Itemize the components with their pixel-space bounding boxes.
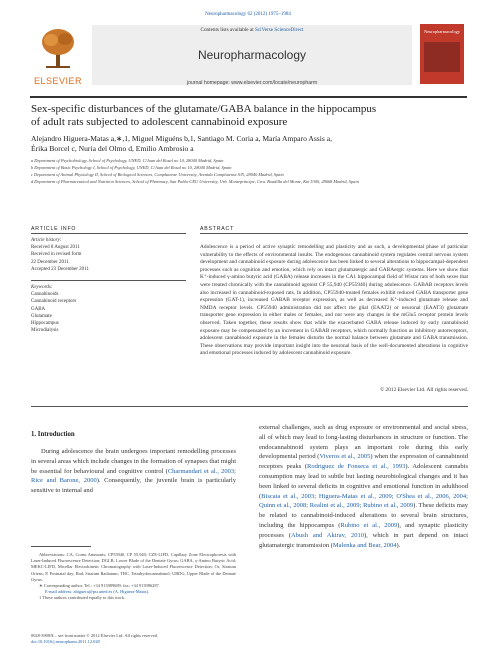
affiliation-b: b Department of Basic Psychology I, School of Psychology, UNED, C/Juan del Rosal no 10, 28040 Madrid, Spain bbox=[31, 165, 232, 170]
intro-text: ). Adolescent cannabis consumption may lead to subtle but lasting neurobiological changes and it has been linked to several deficits in cognitive and emotional function in adulthood ( bbox=[259, 463, 468, 500]
journal-reference: Neuropharmacology 62 (2012) 1975–1984 bbox=[205, 12, 291, 17]
article-info-rule-top bbox=[31, 233, 186, 234]
doi-link[interactable]: doi:10.1016/j.neuropharm.2011.12.028 bbox=[31, 639, 100, 645]
citation-link[interactable]: Charmandari et al., 2003; Rice and Barone, 2000 bbox=[31, 467, 236, 485]
abbreviations-footnote: Abbreviations: CA, Cornu Ammonis; CP55940, CP 55,940; CZE-LIFD, Capillary Zone Electrophoresis with Laser-Induced Fluorescence Detection; DGLB, Lower Blade of the Dentate Gyrus; GABA, γ-Amino Butyric Acid; MEKC-LIFD, Micellar Electrokinetic Chromatography with Laser-Induced Fluorescence Detection; Or, Stratum Oriens; P, Postnatal day; Rad, Stratum Radiatum; THC, Tetrahydrocannabinol; UBDG, Upper Blade of the Dentate Gyrus. bbox=[31, 552, 236, 582]
keyword-item: Hippocampus bbox=[31, 321, 59, 327]
keyword-item: Glutamate bbox=[31, 313, 52, 319]
intro-paragraph-left bbox=[31, 447, 236, 496]
keywords-label: Keywords: bbox=[31, 285, 53, 290]
citation-link[interactable]: Viveros et al., 2005 bbox=[319, 453, 371, 461]
intro-text: During adolescence the brain undergoes important remodelling processes in several areas which include changes in the formation of synapses that might be essential for behavioural and cognitive control ( bbox=[31, 448, 236, 475]
intro-text: ) when the expression of cannabinoid receptors peaks ( bbox=[259, 453, 469, 471]
citation-link[interactable]: Malenka and Bear, 2004 bbox=[332, 541, 397, 549]
history-item: Received in revised form bbox=[31, 252, 82, 258]
keyword-item: Microdialysis bbox=[31, 328, 59, 334]
keyword-item: Cannabinoids bbox=[31, 292, 59, 298]
citation-link[interactable]: Biscaia et al., 2003; Higuera-Matas et al., 2009; O'Shea et al., 2006, 2004; Quinn et al., 2008; Realini et al., 2009; Rubino et al., 2009 bbox=[259, 492, 468, 510]
footnote-rule bbox=[31, 546, 91, 547]
elsevier-logo bbox=[31, 22, 85, 88]
introduction-heading: 1. Introduction bbox=[31, 431, 75, 438]
history-label: Article history: bbox=[31, 238, 62, 243]
citation-link[interactable]: Rodriguez de Fonseca et al., 1993 bbox=[307, 463, 406, 471]
intro-text: ), and synaptic plasticity processes ( bbox=[259, 521, 469, 539]
contents-line bbox=[92, 27, 412, 33]
corresponding-author-footnote: ∗ Corresponding author. Tel.: +34 913989689; fax: +34 913986287. bbox=[39, 583, 160, 589]
affiliation-a: a Department of Psychobiology, School of Psychology, UNED, C/Juan del Rosal no 10, 28040 Madrid, Spain bbox=[31, 158, 224, 163]
footnotes bbox=[31, 552, 236, 602]
citation-link[interactable]: Abush and Akirav, 2010 bbox=[290, 531, 364, 539]
affiliations bbox=[31, 157, 471, 185]
keyword-item: GABA bbox=[31, 306, 46, 312]
journal-homepage[interactable]: journal homepage: www.elsevier.com/locate/neuropharm bbox=[186, 80, 318, 86]
issn-line: 0028-3908/$ – see front matter © 2012 Elsevier Ltd. All rights reserved. bbox=[31, 633, 159, 638]
header-divider bbox=[30, 96, 467, 98]
abstract-body: Adolescence is a period of active synaptic remodelling and plasticity and as such, a developmental phase of particular vulnerability to the effects of environmental insults. The endogenous cannabinoid system regulates central nervous system development and cannabinoid exposure during adolescence has been linked to several alterations to hippocampal-dependent processes such as cognition and emotion, which rely on intact glutamatergic and GABAergic systems. Here we show that K⁺-induced γ-amino butyric acid (GABA) release increases in the CA1 hippocampal field of Wistar rats of both sexes that were treated chronically with the cannabinoid agonist CP 55,940 (CP55940) during adolescence. GABAB receptors levels also increased in cannabinoid-exposed rats. In addition, CP55940-treated females exhibit reduced GABA transporter gene expression (GAT-1), increased GABAB receptor expression, as well as decreased K⁺-induced glutamate release and NMDA receptor levels. CP55940 administration did not affect the glial (EAAT2) or neuronal (EAAT3) glutamate transporter gene expression in either males or females, and nor were any changes in the mGlu5 receptor protein levels observed. Taken together, these results show that while the exacerbated GABA release induced by early cannabinoid exposure may be compensated by an increment in GABAB receptors, which normally function as inhibitory autoreceptors, adolescent cannabinoid exposure in the females disturbs the normal balance between glutamate and GABA transmission. These observations may provide important insight into the neuronal basis of the well-documented alterations in cognitive and emotional processes induced by adolescent cannabinoid exposure. bbox=[200, 244, 468, 357]
author-list bbox=[31, 134, 471, 154]
intro-text: ). bbox=[396, 541, 401, 549]
article-title bbox=[31, 103, 471, 129]
history-item: Accepted 23 December 2011 bbox=[31, 266, 89, 272]
elsevier-tree-icon bbox=[40, 28, 76, 70]
intro-text: ). Consequently, the juvenile brain is particularly sensitive to internal and bbox=[31, 477, 236, 495]
authors-line-1: Alejandro Higuera-Matas a,∗,1, Miguel Miguéns b,1, Santiago M. Coria a, María Amparo Assis a, bbox=[31, 134, 332, 143]
intro-paragraph-right bbox=[259, 423, 468, 550]
equal-contribution-footnote: 1 These authors contributed equally to this work. bbox=[39, 595, 126, 601]
history-item: Received 8 August 2011 bbox=[31, 245, 80, 251]
article-bottom-info bbox=[31, 633, 271, 646]
affiliation-c: c Department of Animal Physiology II, School of Biological Sciences, Complutense University, Avenida Complutense S/N, 28040 Madrid, Spain bbox=[31, 172, 284, 177]
keywords bbox=[31, 284, 186, 334]
abstract-rule-top bbox=[200, 233, 468, 234]
intro-text: ). These deficits may be related to cannabinoid-induced alterations to several brain structures, including the hippocampus ( bbox=[259, 502, 469, 529]
authors-line-2: Érika Borcel c, Nuria del Olmo d, Emilio Ambrosio a bbox=[31, 144, 194, 153]
keyword-item: Cannabinoid receptors bbox=[31, 299, 77, 305]
journal-cover-image bbox=[420, 24, 464, 84]
article-history bbox=[31, 237, 186, 273]
abstract-copyright: © 2012 Elsevier Ltd. All rights reserved. bbox=[380, 387, 468, 393]
intro-text: ), which in part depend on intact glutamatergic transmission ( bbox=[259, 531, 468, 549]
abstract-rule-bottom bbox=[31, 406, 468, 407]
affiliation-d: d Department of Pharmaceutical and Nutrition Sciences, School of Pharmacy, San Pablo-CEU University, Urb. Montepríncipe, Ctra. Boadilla del Monte, Km 5300, 28668 Madrid, Spain bbox=[31, 179, 359, 184]
intro-text: external challenges, such as drug exposure or environmental and social stress, all of which may lead to long-lasting disturbances in structure or function. The endocannabinoid system plays an important role during this early developmental period ( bbox=[259, 424, 468, 461]
email-footnote[interactable]: E-mail address: ahiguera@psi.uned.es (A. Higuera-Matas). bbox=[45, 589, 150, 595]
article-info-heading: ARTICLE INFO bbox=[31, 226, 77, 232]
publisher-logo-text: ELSEVIER bbox=[33, 76, 83, 86]
article-info-rule-mid bbox=[31, 280, 186, 281]
title-line-2: of adult rats subjected to adolescent cannabinoid exposure bbox=[31, 116, 288, 128]
citation-link[interactable]: Rubino et al., 2009 bbox=[340, 521, 398, 529]
contents-prefix: Contents lists available at bbox=[200, 27, 255, 33]
cover-art bbox=[424, 42, 460, 72]
journal-title: Neuropharmacology bbox=[197, 48, 307, 62]
cover-title: Neuropharmacology bbox=[423, 29, 461, 34]
history-item: 22 December 2011 bbox=[31, 259, 69, 265]
sciencedirect-link[interactable]: SciVerse ScienceDirect bbox=[254, 27, 304, 33]
abstract-heading: ABSTRACT bbox=[200, 226, 235, 232]
title-line-1: Sex-specific disturbances of the glutamate/GABA balance in the hippocampus bbox=[31, 103, 377, 115]
